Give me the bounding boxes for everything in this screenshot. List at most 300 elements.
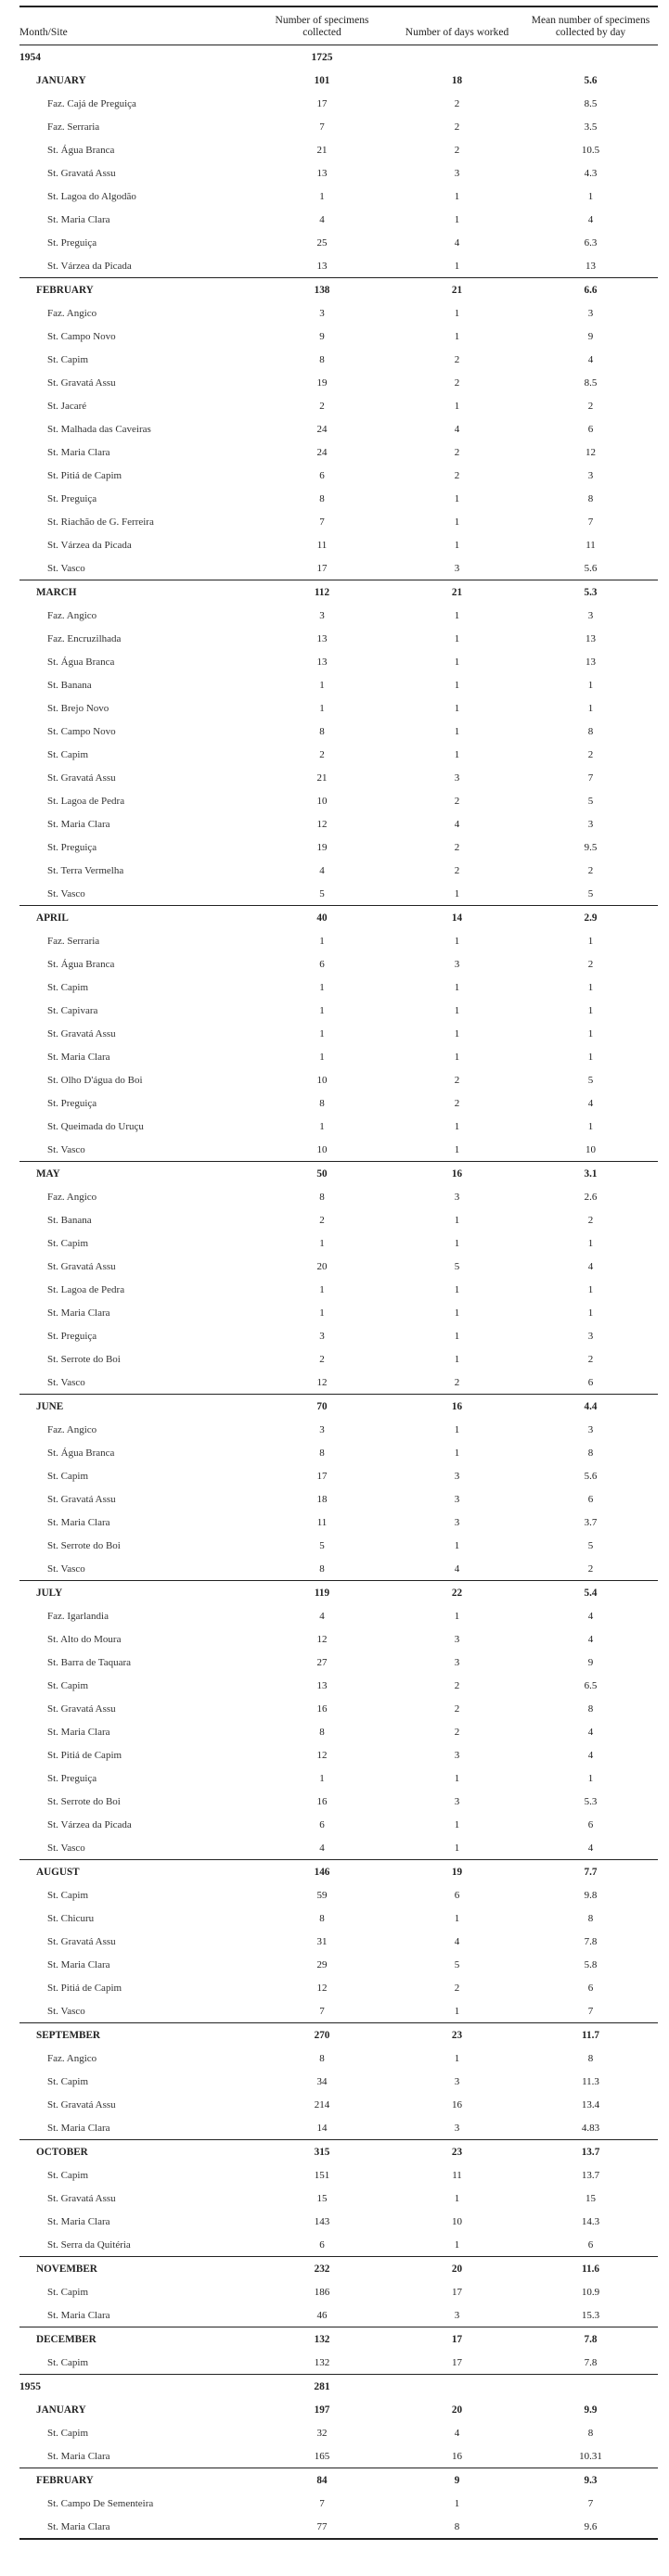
site-name: St. Serrote do Boi (47, 1353, 121, 1365)
site-specimens: 16 (316, 1795, 328, 1807)
site-mean: 12 (585, 446, 596, 458)
month-specimens: 270 (253, 2023, 391, 2047)
site-mean: 5.3 (584, 1795, 598, 1807)
site-row (19, 371, 658, 394)
site-name: St. Barra de Taquara (47, 1656, 132, 1668)
site-specimens: 7 (319, 2005, 325, 2017)
site-name: St. Capim (47, 1679, 89, 1691)
site-mean: 7 (587, 516, 594, 528)
site-specimens: 165 (314, 2450, 330, 2462)
site-name: St. Capim (47, 2286, 89, 2298)
site-days: 1 (454, 1051, 460, 1063)
site-name: St. Preguiça (47, 492, 97, 504)
site-name: St. Capim (47, 2427, 89, 2439)
site-name: St. Vasco (47, 1143, 85, 1155)
table-body (19, 45, 658, 2540)
month-specimens: 70 (253, 1395, 391, 1419)
site-row (19, 835, 658, 859)
month-row (19, 278, 658, 302)
site-days: 1 (454, 1307, 460, 1319)
year-label: 1954 (19, 51, 41, 63)
site-days: 5 (454, 1260, 460, 1272)
site-specimens: 17 (316, 562, 328, 574)
site-mean: 9.6 (523, 2515, 658, 2539)
site-specimens: 18 (316, 1493, 328, 1505)
site-name: St. Vasco (47, 1562, 85, 1575)
site-row (19, 1371, 658, 1395)
month-days: 18 (451, 74, 463, 86)
site-specimens: 2 (319, 1214, 325, 1226)
month-row (19, 2257, 658, 2281)
site-specimens: 1 (319, 1307, 325, 1319)
month-specimens: 138 (253, 278, 391, 302)
site-mean: 2 (587, 748, 594, 760)
year-row (19, 2375, 658, 2399)
site-specimens: 14 (316, 2122, 328, 2134)
site-specimens: 3 (319, 1423, 325, 1435)
site-days: 1 (454, 1772, 460, 1784)
site-specimens: 7 (319, 2497, 325, 2509)
site-mean: 1 (587, 1051, 594, 1063)
site-row (19, 115, 658, 138)
site-row (19, 2187, 658, 2210)
site-mean: 6.5 (584, 1679, 598, 1691)
site-name: St. Maria Clara (47, 818, 110, 830)
site-specimens: 32 (316, 2427, 328, 2439)
month-days: 19 (391, 1860, 523, 1884)
site-row (19, 2047, 658, 2070)
month-row (19, 1581, 658, 1605)
site-days: 4 (454, 2427, 460, 2439)
month-mean: 13.7 (523, 2140, 658, 2164)
site-row (19, 1091, 658, 1115)
site-mean: 1 (587, 702, 594, 714)
site-specimens: 17 (316, 1470, 328, 1482)
site-specimens: 12 (316, 818, 328, 830)
month-row (19, 2327, 658, 2352)
site-name: St. Vasco (47, 1842, 85, 1854)
site-mean: 13.7 (581, 2169, 600, 2181)
site-mean: 15 (585, 2192, 596, 2204)
site-name: Faz. Angico (47, 2052, 97, 2064)
site-days: 2 (454, 97, 460, 109)
site-row (19, 1604, 658, 1627)
site-mean: 4.3 (584, 167, 598, 179)
site-days: 3 (454, 1191, 460, 1203)
site-days: 1 (454, 1353, 460, 1365)
site-name: Faz. Encruzilhada (47, 632, 122, 644)
site-mean: 9.8 (584, 1889, 598, 1901)
site-mean: 13 (585, 656, 596, 668)
site-name: St. Capim (47, 1237, 89, 1249)
site-mean: 13.4 (581, 2098, 600, 2111)
site-name: Faz. Serraria (47, 935, 100, 947)
site-specimens: 3 (319, 609, 325, 621)
site-name: St. Olho D'água do Boi (47, 1074, 143, 1086)
month-row (19, 2023, 658, 2047)
site-specimens: 10 (316, 795, 328, 807)
site-row (19, 1627, 658, 1651)
year-mean (523, 45, 658, 70)
site-days: 1 (454, 887, 460, 899)
site-specimens: 2 (319, 748, 325, 760)
site-specimens: 12 (316, 1982, 328, 1994)
site-days: 1 (454, 516, 460, 528)
site-days: 2 (454, 1982, 460, 1994)
site-name: St. Várzea da Picada (47, 1818, 132, 1830)
site-name: St. Gravatá Assu (47, 1493, 116, 1505)
site-days: 2 (454, 841, 460, 853)
site-name: St. Maria Clara (47, 2309, 110, 2321)
site-row (19, 1674, 658, 1697)
site-mean: 11 (585, 539, 596, 551)
site-days: 2 (454, 1097, 460, 1109)
site-specimens: 2 (319, 400, 325, 412)
site-days: 2 (454, 795, 460, 807)
site-specimens: 24 (316, 423, 328, 435)
site-name: Faz. Angico (47, 1191, 97, 1203)
site-specimens: 8 (319, 353, 325, 365)
site-row (19, 138, 658, 161)
site-row (19, 1487, 658, 1511)
site-row (19, 1418, 658, 1441)
site-row (19, 440, 658, 464)
site-row (19, 92, 658, 115)
site-name: St. Queimada do Uruçu (47, 1120, 144, 1132)
site-specimens: 3 (319, 307, 325, 319)
site-days: 3 (454, 958, 460, 970)
site-row (19, 185, 658, 208)
site-mean: 2 (587, 864, 594, 876)
site-specimens: 9 (319, 330, 325, 342)
month-specimens: 197 (314, 2404, 330, 2416)
site-specimens: 11 (316, 1516, 328, 1528)
site-mean: 2 (587, 1562, 594, 1575)
site-mean: 15.3 (581, 2309, 600, 2321)
month-specimens: 315 (253, 2140, 391, 2164)
year-row (19, 45, 658, 70)
month-days: 16 (391, 1395, 523, 1419)
site-row (19, 1324, 658, 1347)
site-row (19, 882, 658, 906)
site-name: St. Capim (47, 981, 89, 993)
site-mean: 6 (587, 1376, 594, 1388)
site-name: St. Maria Clara (47, 2122, 110, 2134)
site-mean: 3.5 (584, 121, 598, 133)
month-specimens: 232 (253, 2257, 391, 2281)
site-row (19, 650, 658, 673)
site-name: St. Capim (47, 2169, 89, 2181)
site-specimens: 2 (319, 1353, 325, 1365)
site-specimens: 214 (314, 2098, 330, 2111)
site-days: 3 (454, 2122, 460, 2134)
site-mean: 8 (587, 2427, 594, 2439)
site-days: 2 (454, 121, 460, 133)
site-specimens: 6 (319, 2238, 325, 2251)
site-row (19, 1068, 658, 1091)
site-days: 3 (454, 1795, 460, 1807)
site-row (19, 1208, 658, 1231)
year-mean (523, 2375, 658, 2399)
site-specimens: 1 (319, 190, 325, 202)
site-name: St. Gravatá Assu (47, 1027, 116, 1039)
site-name: St. Malhada das Caveiras (47, 423, 151, 435)
site-specimens: 4 (319, 1842, 325, 1854)
site-name: St. Alto do Moura (47, 1633, 122, 1645)
site-row (19, 627, 658, 650)
site-days: 3 (454, 1656, 460, 1668)
site-name: St. Gravatá Assu (47, 2098, 116, 2111)
site-row (19, 766, 658, 789)
site-specimens: 11 (316, 539, 328, 551)
month-mean: 9.3 (523, 2468, 658, 2493)
site-specimens: 15 (316, 2192, 328, 2204)
site-row (19, 208, 658, 231)
site-name: St. Gravatá Assu (47, 1702, 116, 1715)
site-specimens: 19 (316, 841, 328, 853)
site-row (19, 231, 658, 254)
month-mean: 7.7 (523, 1860, 658, 1884)
month-label: JULY (19, 1581, 253, 1605)
site-row (19, 1930, 658, 1953)
site-specimens: 1 (319, 935, 325, 947)
site-name: St. Brejo Novo (47, 702, 109, 714)
site-days: 1 (454, 935, 460, 947)
month-label: MARCH (19, 580, 253, 605)
site-days: 10 (452, 2215, 462, 2227)
site-row (19, 2303, 658, 2327)
site-specimens: 1 (319, 1051, 325, 1063)
site-days: 3 (454, 2309, 460, 2321)
month-label: NOVEMBER (19, 2257, 253, 2281)
site-days: 3 (454, 1516, 460, 1528)
site-days: 1 (454, 1283, 460, 1295)
site-mean: 8.5 (584, 97, 598, 109)
site-specimens: 8 (319, 725, 325, 737)
site-name: Faz. Angico (47, 1423, 97, 1435)
site-days: 2 (454, 144, 460, 156)
site-name: St. Campo Novo (47, 330, 116, 342)
site-days: 3 (454, 562, 460, 574)
site-specimens: 4 (319, 864, 325, 876)
site-days: 2 (454, 1679, 460, 1691)
site-days: 1 (454, 400, 460, 412)
site-row (19, 2210, 658, 2233)
site-row (19, 2444, 658, 2468)
site-days: 4 (454, 1935, 460, 1947)
site-days: 1 (454, 702, 460, 714)
site-specimens: 21 (316, 772, 328, 784)
site-specimens: 6 (319, 958, 325, 970)
site-specimens: 10 (316, 1143, 328, 1155)
site-name: St. Banana (47, 1214, 92, 1226)
site-specimens: 7 (319, 516, 325, 528)
site-name: St. Gravatá Assu (47, 376, 116, 389)
site-days: 1 (454, 632, 460, 644)
month-row (19, 906, 658, 930)
year-specimens: 281 (253, 2375, 391, 2399)
site-row (19, 348, 658, 371)
month-mean: 5.4 (523, 1581, 658, 1605)
site-row (19, 1999, 658, 2023)
specimen-collection-table (19, 6, 658, 2540)
site-specimens: 13 (316, 260, 328, 272)
site-specimens: 8 (319, 1191, 325, 1203)
site-days: 4 (454, 236, 460, 249)
site-name: St. Vasco (47, 2005, 85, 2017)
site-mean: 14.3 (581, 2215, 600, 2227)
month-label: JANUARY (36, 74, 86, 86)
month-mean: 5.6 (584, 74, 598, 86)
site-specimens: 12 (316, 1633, 328, 1645)
site-mean: 1 (587, 981, 594, 993)
site-row (19, 1697, 658, 1720)
site-specimens: 4 (319, 213, 325, 225)
site-days: 2 (454, 1726, 460, 1738)
site-specimens: 46 (316, 2309, 328, 2321)
site-row (19, 673, 658, 696)
site-mean: 1 (587, 1772, 594, 1784)
site-days: 1 (454, 1143, 460, 1155)
site-row (19, 1534, 658, 1557)
site-mean: 2 (587, 400, 594, 412)
site-row (19, 859, 658, 882)
site-name: St. Preguiça (47, 1097, 97, 1109)
site-specimens: 1 (319, 679, 325, 691)
site-mean: 8 (587, 1912, 594, 1924)
site-specimens: 6 (319, 1818, 325, 1830)
month-row (19, 1395, 658, 1419)
site-days: 1 (454, 1423, 460, 1435)
month-label: SEPTEMBER (19, 2023, 253, 2047)
site-days: 1 (454, 1912, 460, 1924)
site-name: St. Capim (47, 353, 89, 365)
site-row (19, 1278, 658, 1301)
month-label: DECEMBER (19, 2327, 253, 2352)
site-days: 3 (454, 167, 460, 179)
site-specimens: 16 (316, 1702, 328, 1715)
site-row (19, 2492, 658, 2515)
site-specimens: 25 (316, 236, 328, 249)
site-days: 11 (452, 2169, 462, 2181)
site-name: St. Gravatá Assu (47, 772, 116, 784)
site-specimens: 8 (319, 1726, 325, 1738)
site-mean: 6 (587, 1982, 594, 1994)
header-specimens: Number of specimens collected (253, 6, 391, 45)
site-name: St. Várzea da Picada (47, 260, 132, 272)
site-row (19, 1813, 658, 1836)
site-name: St. Banana (47, 679, 92, 691)
site-row (19, 1255, 658, 1278)
site-mean: 4 (587, 1610, 594, 1622)
site-row (19, 952, 658, 976)
site-name: Faz. Igarlandia (47, 1610, 109, 1622)
site-days: 1 (454, 1237, 460, 1249)
site-specimens: 19 (316, 376, 328, 389)
site-row (19, 1115, 658, 1138)
site-specimens: 10 (316, 1074, 328, 1086)
site-mean: 4 (587, 1726, 594, 1738)
site-days: 1 (454, 1610, 460, 1622)
site-specimens: 13 (316, 656, 328, 668)
site-row (19, 161, 658, 185)
site-days: 1 (454, 609, 460, 621)
site-name: St. Vasco (47, 887, 85, 899)
site-name: Faz. Serraria (47, 121, 100, 133)
site-mean: 5.6 (584, 562, 598, 574)
site-row (19, 1720, 658, 1743)
month-specimens: 119 (253, 1581, 391, 1605)
year-days (391, 45, 523, 70)
month-label: JANUARY (36, 2404, 86, 2416)
site-name: Faz. Cajá de Preguiça (47, 97, 136, 109)
site-row (19, 325, 658, 348)
site-specimens: 8 (319, 1562, 325, 1575)
site-mean: 1 (587, 935, 594, 947)
site-mean: 5.8 (584, 1958, 598, 1970)
month-specimens: 112 (253, 580, 391, 605)
site-days: 1 (454, 656, 460, 668)
site-name: St. Capim (47, 2075, 89, 2087)
site-row (19, 1883, 658, 1906)
site-days: 1 (454, 1120, 460, 1132)
site-row (19, 1138, 658, 1162)
site-name: St. Preguiça (47, 236, 97, 249)
site-row (19, 2116, 658, 2140)
site-mean: 1 (587, 679, 594, 691)
site-mean: 10.31 (579, 2450, 602, 2462)
site-row (19, 1976, 658, 1999)
site-row (19, 1766, 658, 1790)
site-row (19, 1231, 658, 1255)
month-label: JUNE (19, 1395, 253, 1419)
month-row (19, 1162, 658, 1186)
site-specimens: 1 (319, 981, 325, 993)
site-mean: 1 (587, 1283, 594, 1295)
site-row (19, 1464, 658, 1487)
site-mean: 8 (587, 2052, 594, 2064)
site-row (19, 1790, 658, 1813)
site-days: 1 (454, 2497, 460, 2509)
site-row (19, 976, 658, 999)
site-days: 4 (454, 423, 460, 435)
site-mean: 6 (587, 423, 594, 435)
site-specimens: 151 (314, 2169, 330, 2181)
site-days: 1 (454, 307, 460, 319)
site-specimens: 34 (316, 2075, 328, 2087)
site-days: 8 (391, 2515, 523, 2539)
site-specimens: 29 (316, 1958, 328, 1970)
site-mean: 6 (587, 1493, 594, 1505)
month-specimens: 40 (253, 906, 391, 930)
site-row (19, 2351, 658, 2375)
month-days: 22 (391, 1581, 523, 1605)
site-specimens: 3 (319, 1330, 325, 1342)
site-name: St. Maria Clara (47, 1307, 110, 1319)
site-row (19, 2070, 658, 2093)
site-row (19, 812, 658, 835)
site-mean: 2 (587, 1353, 594, 1365)
site-mean: 5 (587, 1074, 594, 1086)
site-mean: 4 (587, 1749, 594, 1761)
site-days: 1 (454, 1214, 460, 1226)
site-mean: 7.8 (584, 2356, 598, 2368)
site-name: St. Campo Novo (47, 725, 116, 737)
month-label: FEBRUARY (19, 278, 253, 302)
site-row (19, 1347, 658, 1371)
site-mean: 2 (587, 1214, 594, 1226)
site-name: St. Gravatá Assu (47, 1935, 116, 1947)
